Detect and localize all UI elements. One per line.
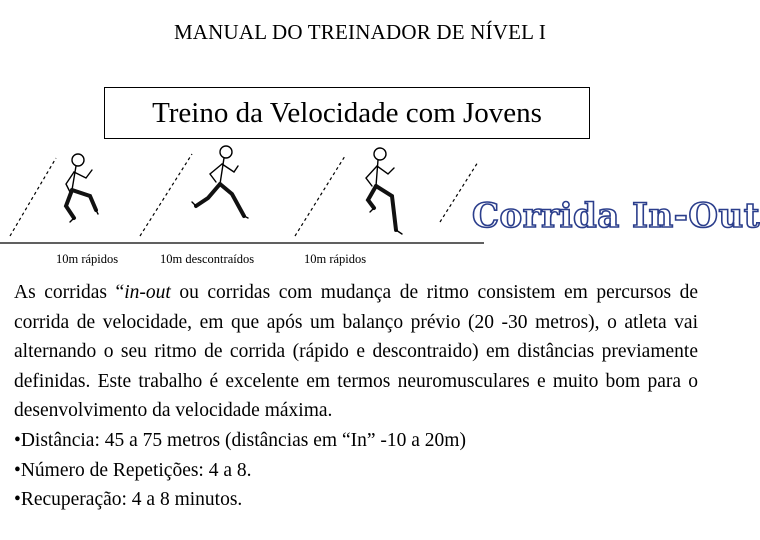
page-header: MANUAL DO TREINADOR DE NÍVEL I	[173, 20, 547, 44]
segment-label-2: 10m descontraídos	[160, 252, 255, 266]
runners-illustration	[0, 140, 760, 270]
runner-1-icon	[66, 154, 98, 222]
paragraph-emphasis: in-out	[124, 282, 171, 303]
runner-3-icon	[366, 148, 402, 234]
corrida-in-out-logo: Corrida In-Out	[472, 196, 760, 236]
segment-label-3: 10m rápidos	[304, 252, 367, 266]
bullet-distance: •Distância: 45 a 75 metros (distâncias em “In” -10 a 20m)	[14, 429, 466, 451]
paragraph-rest: ou corridas com mudança de ritmo consistem em percursos de corrida de velocidade, em que após um balanço prévio (20 -30 metros), o atleta vai alternando o seu ritmo de corrida (rápido e descontraido) em distâncias previamente definidas. Este trabalho é excelente em termos neuromusculares e muito bom para o desenvolvimento da velocidade máxima.	[14, 282, 698, 422]
runner-2-icon	[192, 146, 248, 218]
marker-line-1	[10, 158, 56, 236]
paragraph-lead: As corridas “	[14, 282, 125, 303]
description-paragraph	[14, 278, 698, 426]
body-text	[14, 278, 698, 515]
segment-label-1: 10m rápidos	[56, 252, 119, 266]
bullet-recovery: •Recuperação: 4 a 8 minutos.	[14, 489, 243, 511]
page-title: Treino da Velocidade com Jovens	[104, 87, 590, 139]
marker-line-3	[295, 156, 345, 236]
marker-line-2	[140, 154, 192, 236]
bullet-repetitions: •Número de Repetições: 4 a 8.	[14, 459, 252, 481]
